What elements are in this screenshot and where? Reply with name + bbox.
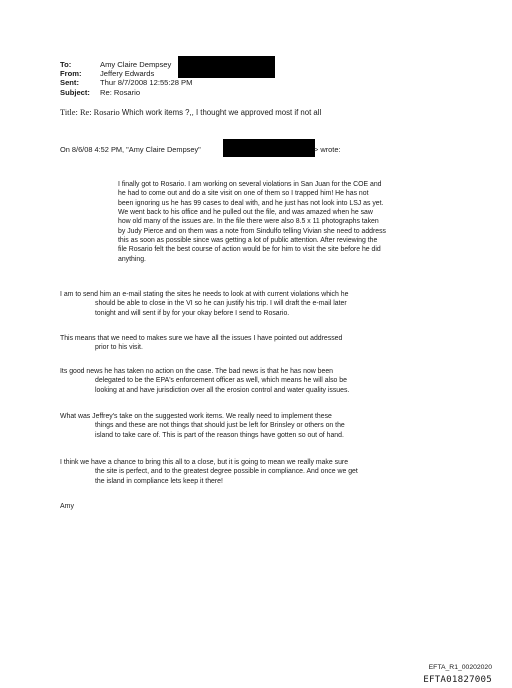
paragraph-line: anything. (118, 255, 146, 263)
bates-number: EFTA01827005 (423, 674, 492, 685)
paragraph-line: I finally got to Rosario. I am working on several violations in San Juan for the COE and (118, 181, 382, 188)
paragraph-line: We went back to his office and he pulled out the file, and was amazed when he saw (118, 209, 373, 217)
paragraph-4 (60, 367, 349, 395)
paragraph-line: prior to his visit. (95, 344, 143, 352)
title-prefix: Title: Re: Rosario (60, 108, 120, 117)
title-line (60, 108, 321, 117)
quote-header-after: > wrote: (314, 145, 341, 154)
paragraph-line: delegated to be the EPA's enforcement officer as well, which means he will also be (95, 377, 347, 385)
redaction-box-header (178, 56, 275, 78)
paragraph-line: I am to send him an e-mail stating the sites he needs to look at with current violations which he (60, 291, 349, 298)
paragraph-line: he had to come out and do a site visit on one of them so I trapped him! He has not (118, 190, 369, 198)
sent-label: Sent: (60, 78, 79, 88)
subject-row (60, 88, 192, 97)
paragraph-line: looking at and have jurisdiction over all the erosion control and water quality issues. (95, 386, 350, 394)
to-value: Amy Claire Dempsey (100, 60, 172, 69)
paragraph-line: the site is perfect, and to the greatest degree possible in compliance. And once we get (95, 468, 358, 476)
subject-value: Re: Rosario (100, 87, 141, 97)
to-label: To: (60, 60, 72, 69)
paragraph-line: this as soon as possible since was getting a lot of public attention. After reviewing the (118, 237, 378, 245)
title-text: Which work items ?,, I thought we approved most if not all (119, 108, 322, 117)
paragraph-line: I think we have a chance to bring this all to a close, but it is going to mean we really make sure (60, 459, 349, 466)
quote-header-before: On 8/6/08 4:52 PM, "Amy Claire Dempsey" (60, 145, 201, 154)
subject-label: Subject: (60, 87, 90, 97)
paragraph-line: been ignoring us he has 99 cases to deal with, and he just has not look into LSJ as yet. (118, 199, 384, 207)
paragraph-line: What was Jeffrey's take on the suggested work items. We really need to implement these (60, 413, 332, 420)
from-row (60, 69, 192, 78)
paragraph-line: should be able to close in the VI so he can justify his trip. I will draft the e-mail later (95, 300, 347, 308)
paragraph-line: by Judy Pierce and on them was a note from Sindulfo telling Vivian she need to address (118, 227, 387, 235)
paragraph-2 (60, 290, 348, 318)
bates-number-small: EFTA_R1_00202020 (428, 664, 492, 671)
sent-row (60, 78, 192, 87)
from-label: From: (60, 69, 82, 79)
paragraph-line: things and these are not things that should just be left for Brinsley or others on the (95, 422, 345, 430)
sent-value: Thur 8/7/2008 12:55:28 PM (100, 78, 193, 88)
paragraph-line: Its good news he has taken no action on the case. The bad news is that he has now been (60, 368, 334, 375)
paragraph-line: island to take care of. This is part of the reason things have gotten so out of hand. (95, 431, 344, 439)
paragraph-3 (60, 334, 342, 353)
paragraph-6 (60, 458, 358, 486)
paragraph-line: the island in compliance lets keep it there! (95, 477, 223, 485)
signature: Amy (60, 503, 74, 510)
paragraph-5 (60, 412, 345, 440)
paragraph-line: This means that we need to makes sure we have all the issues I have pointed out addressed (60, 335, 343, 342)
email-header (60, 60, 192, 97)
quote-header (60, 145, 341, 154)
paragraph-1 (118, 180, 386, 264)
to-row (60, 60, 192, 69)
paragraph-line: file Rosario felt the best course of action would be for him to visit the site before he did (118, 246, 381, 254)
paragraph-line: tonight and will sent if by for your okay before I send to Rosario. (95, 309, 290, 317)
redaction-box-quote (223, 139, 315, 157)
paragraph-line: how old many of the issues are. In the file there were also 8.5 x 11 photographs taken (118, 218, 379, 226)
from-value: Jeffery Edwards (100, 69, 155, 79)
